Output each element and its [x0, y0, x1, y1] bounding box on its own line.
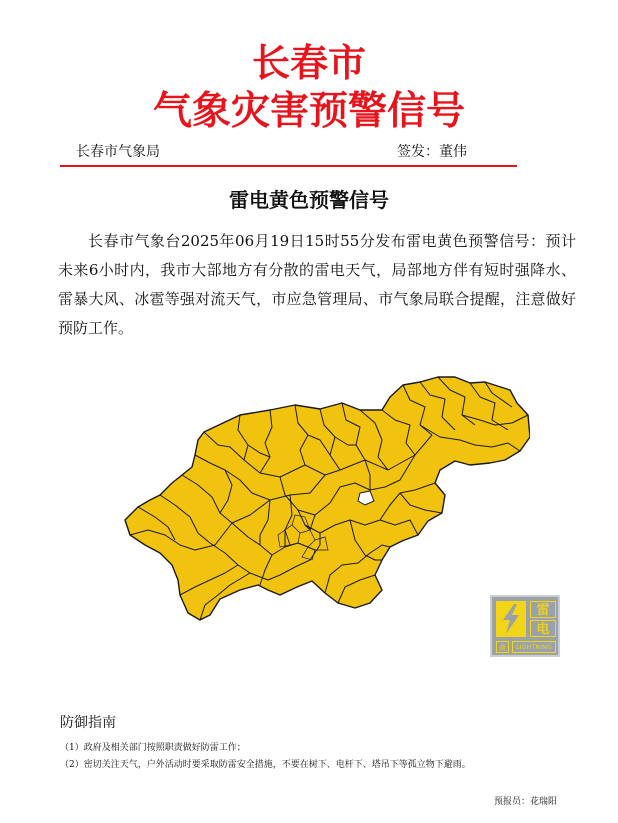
document-title: 气象灾害预警信号 [152, 89, 465, 134]
signal-body: 长春市气象台2025年06月19日15时55分发布雷电黄色预警信号：预计未来6小时内，我市大部地方有分散的雷电天气，局部地方伴有短时强降水、雷暴大风、冰雹等强对流天气，市应急管理局、市气象局联合提醒，注意做好预防工作。 [58, 232, 576, 337]
defense-guide-title: 防御指南 [60, 715, 116, 731]
signer-label: 签发：董伟 [397, 144, 467, 160]
city-title: 长春市 [251, 41, 366, 85]
guide-item: （2）密切关注天气，户外活动时要采取防雷安全措施，不要在树下、电杆下、塔吊下等孤立物下避雨。 [60, 760, 471, 770]
red-divider [60, 165, 517, 167]
badge-char-lei: 雷 [530, 601, 556, 618]
issuer-label: 长春市气象局 [76, 144, 160, 160]
warning-area-map [120, 375, 530, 625]
badge-level-label: 黄 [496, 641, 509, 653]
signal-title: 雷电黄色预警信号 [229, 188, 389, 212]
lightning-yellow-signal-badge [490, 595, 560, 657]
badge-char-dian: 电 [530, 620, 556, 637]
forecaster-label: 预报员：花瑞阳 [494, 797, 558, 807]
badge-english-label: LIGHTNING [512, 641, 556, 653]
guide-item: （1）政府及相关部门按照职责做好防雷工作； [60, 743, 246, 753]
defense-guide-list [60, 740, 580, 774]
lightning-bolt-icon [496, 601, 526, 637]
